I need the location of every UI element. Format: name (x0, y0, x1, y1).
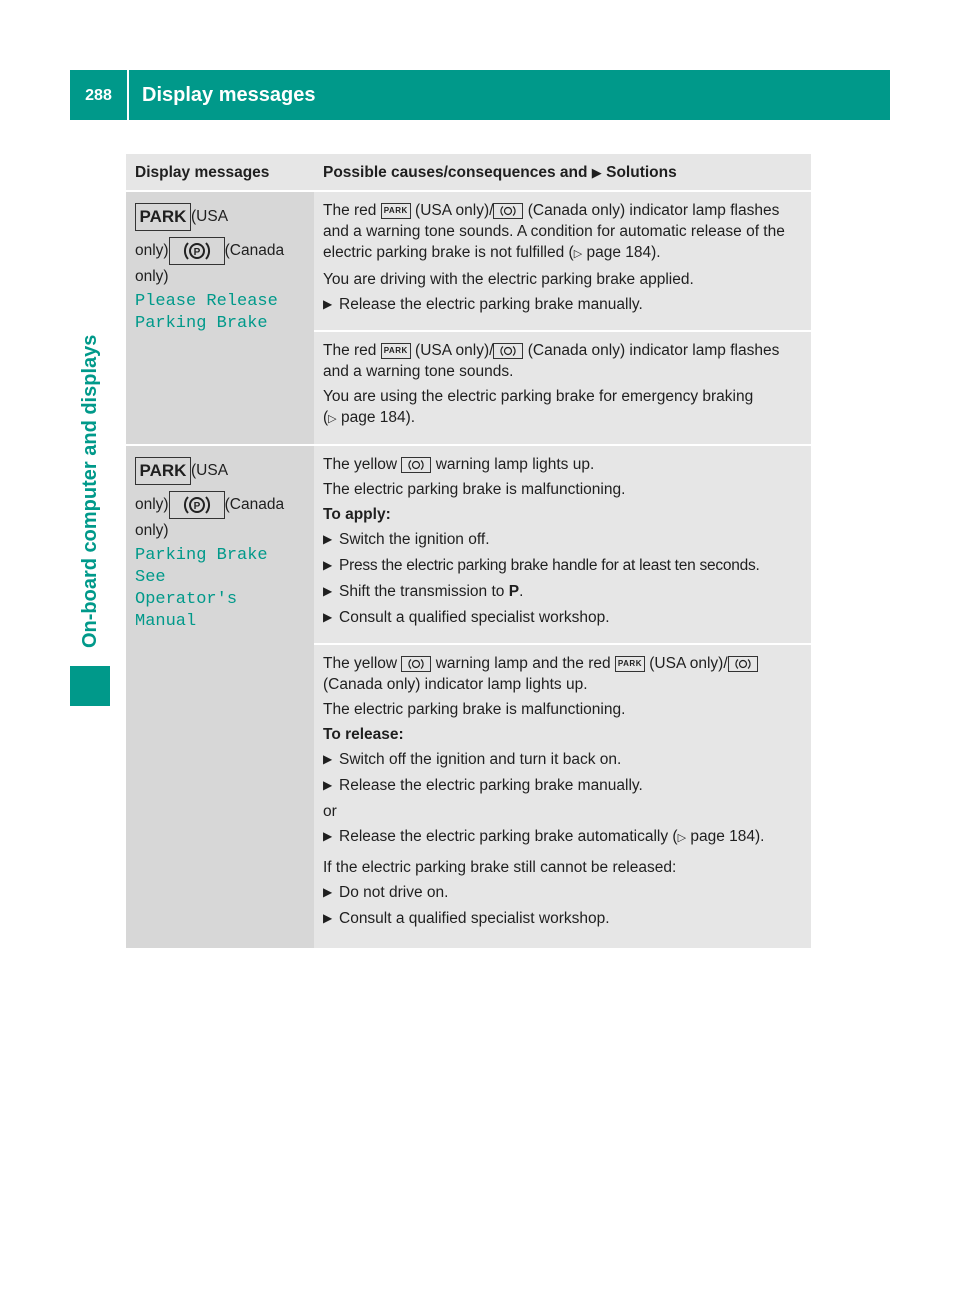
cause-block: The red PARK (USA only)/ (Canada only) indicator lamp flashes and a warning tone sounds. You are using the electric parking brake for emergency braking (▷ page 184). (314, 330, 811, 444)
display-message-text: Operator's Manual (135, 590, 238, 631)
page-reference[interactable]: page 184). (586, 244, 661, 261)
solution-step: ▶ Switch the ignition off. (323, 531, 490, 548)
instruction-label: To apply: (323, 506, 391, 523)
svg-text:P: P (193, 247, 200, 258)
park-indicator-icon: PARK (135, 203, 191, 231)
message-cell: PARK (USA only) P (Canada only) Parking Brake See Operator's Manual (126, 446, 314, 948)
svg-text:P: P (193, 501, 200, 512)
display-message-text: Parking Brake (135, 314, 268, 333)
park-indicator-icon: PARK (381, 343, 411, 359)
display-message-text: Parking Brake See (135, 546, 268, 587)
arrow-icon: ▶ (323, 584, 333, 598)
parking-brake-p-icon (401, 656, 431, 672)
solution-step: ▶ Consult a qualified specialist workshop. (323, 910, 610, 927)
solution-step: ▶ Shift the transmission to P. (323, 583, 524, 600)
parking-brake-p-icon (169, 237, 225, 265)
park-indicator-icon: PARK (381, 203, 411, 219)
solution-step: ▶ Switch off the ignition and turn it back on. (323, 751, 622, 768)
parking-brake-p-icon (728, 656, 758, 672)
arrow-icon: ▶ (323, 558, 333, 572)
arrow-icon: ▶ (323, 532, 333, 546)
side-tab-label: On-board computer and displays (79, 334, 101, 648)
solutions-cell (314, 446, 811, 948)
parking-brake-p-icon (493, 203, 523, 219)
cause-block: The yellow warning lamp and the red PARK (USA only)/ (Canada only) indicator lamp lights up. The electric parking brake is malfunctioning. To release: ▶ Switch off the ignition and turn it back on. ▶ Release the electric parking brake manually. or ▶ Release the electric parking brake automatically (▷ page 184). If the electric parking brake still cannot be released: ▶ Do not drive on. ▶ Consult a qualified specialist workshop. (314, 643, 811, 948)
cause-block: The yellow warning lamp lights up. The electric parking brake is malfunctioning. To apply: ▶ Switch the ignition off. ▶ Press the electric parking brake handle for at least ten seconds. ▶ Shift the transmission to P. ▶ Consult a qualified specialist workshop. (314, 446, 811, 643)
message-cell: PARK (USA only) P (Canada only) Please Release Parking Brake (126, 192, 314, 444)
header-display-messages: Display messages (135, 163, 270, 181)
page-reference[interactable]: page 184). (690, 828, 765, 845)
solutions-cell (314, 192, 811, 444)
parking-brake-p-icon (493, 343, 523, 359)
arrow-icon: ▶ (323, 829, 333, 843)
cause-block: The red PARK (USA only)/ (Canada only) indicator lamp flashes and a warning tone sounds. A condition for automatic release of the electric parking brake is not fulfilled (▷ page 184). You are driving with the electric parking brake applied. ▶ Release the electric parking brake manually. (314, 192, 811, 330)
park-indicator-icon: PARK (615, 656, 645, 672)
message-group-release (126, 190, 811, 444)
page-ref-icon: ▷ (328, 413, 337, 425)
page-reference[interactable]: page 184). (340, 409, 416, 426)
page-title: Display messages (142, 83, 316, 106)
page-header (70, 70, 890, 120)
arrow-icon: ▶ (323, 778, 333, 792)
solution-step: ▶ Do not drive on. (323, 884, 449, 901)
side-tab-marker (70, 666, 110, 706)
solution-step: ▶ Release the electric parking brake manually. (323, 777, 643, 794)
page-ref-icon: ▷ (677, 832, 687, 844)
arrow-icon: ▶ (323, 297, 333, 311)
park-indicator-icon: PARK (135, 457, 191, 485)
solution-step: ▶ Press the electric parking brake handle for at least ten seconds. (323, 557, 760, 574)
message-group-malfunction (126, 444, 811, 948)
solution-step: ▶ Consult a qualified specialist workshop. (323, 609, 610, 626)
page-ref-icon: ▷ (573, 248, 583, 260)
arrow-icon: ▶ (323, 885, 333, 899)
arrow-icon: ▶ (323, 752, 333, 766)
arrow-icon: ▶ (323, 610, 333, 624)
instruction-label: To release: (323, 726, 404, 743)
arrow-icon: ▶ (323, 911, 333, 925)
page-number: 288 (70, 70, 129, 120)
display-messages-table (126, 154, 811, 948)
arrow-icon: ▶ (591, 164, 602, 180)
header-causes-solutions: Possible causes/consequences and ▶ Solutions (323, 163, 677, 181)
table-header (126, 154, 811, 190)
display-message-text: Please Release (135, 292, 278, 311)
parking-brake-p-icon (169, 491, 225, 519)
side-tab (70, 120, 110, 648)
parking-brake-p-icon (401, 457, 431, 473)
or-separator: or (323, 803, 337, 820)
solution-step: ▶ Release the electric parking brake automatically (▷ page 184). (323, 826, 803, 849)
solution-step: ▶ Release the electric parking brake manually. (323, 296, 643, 313)
